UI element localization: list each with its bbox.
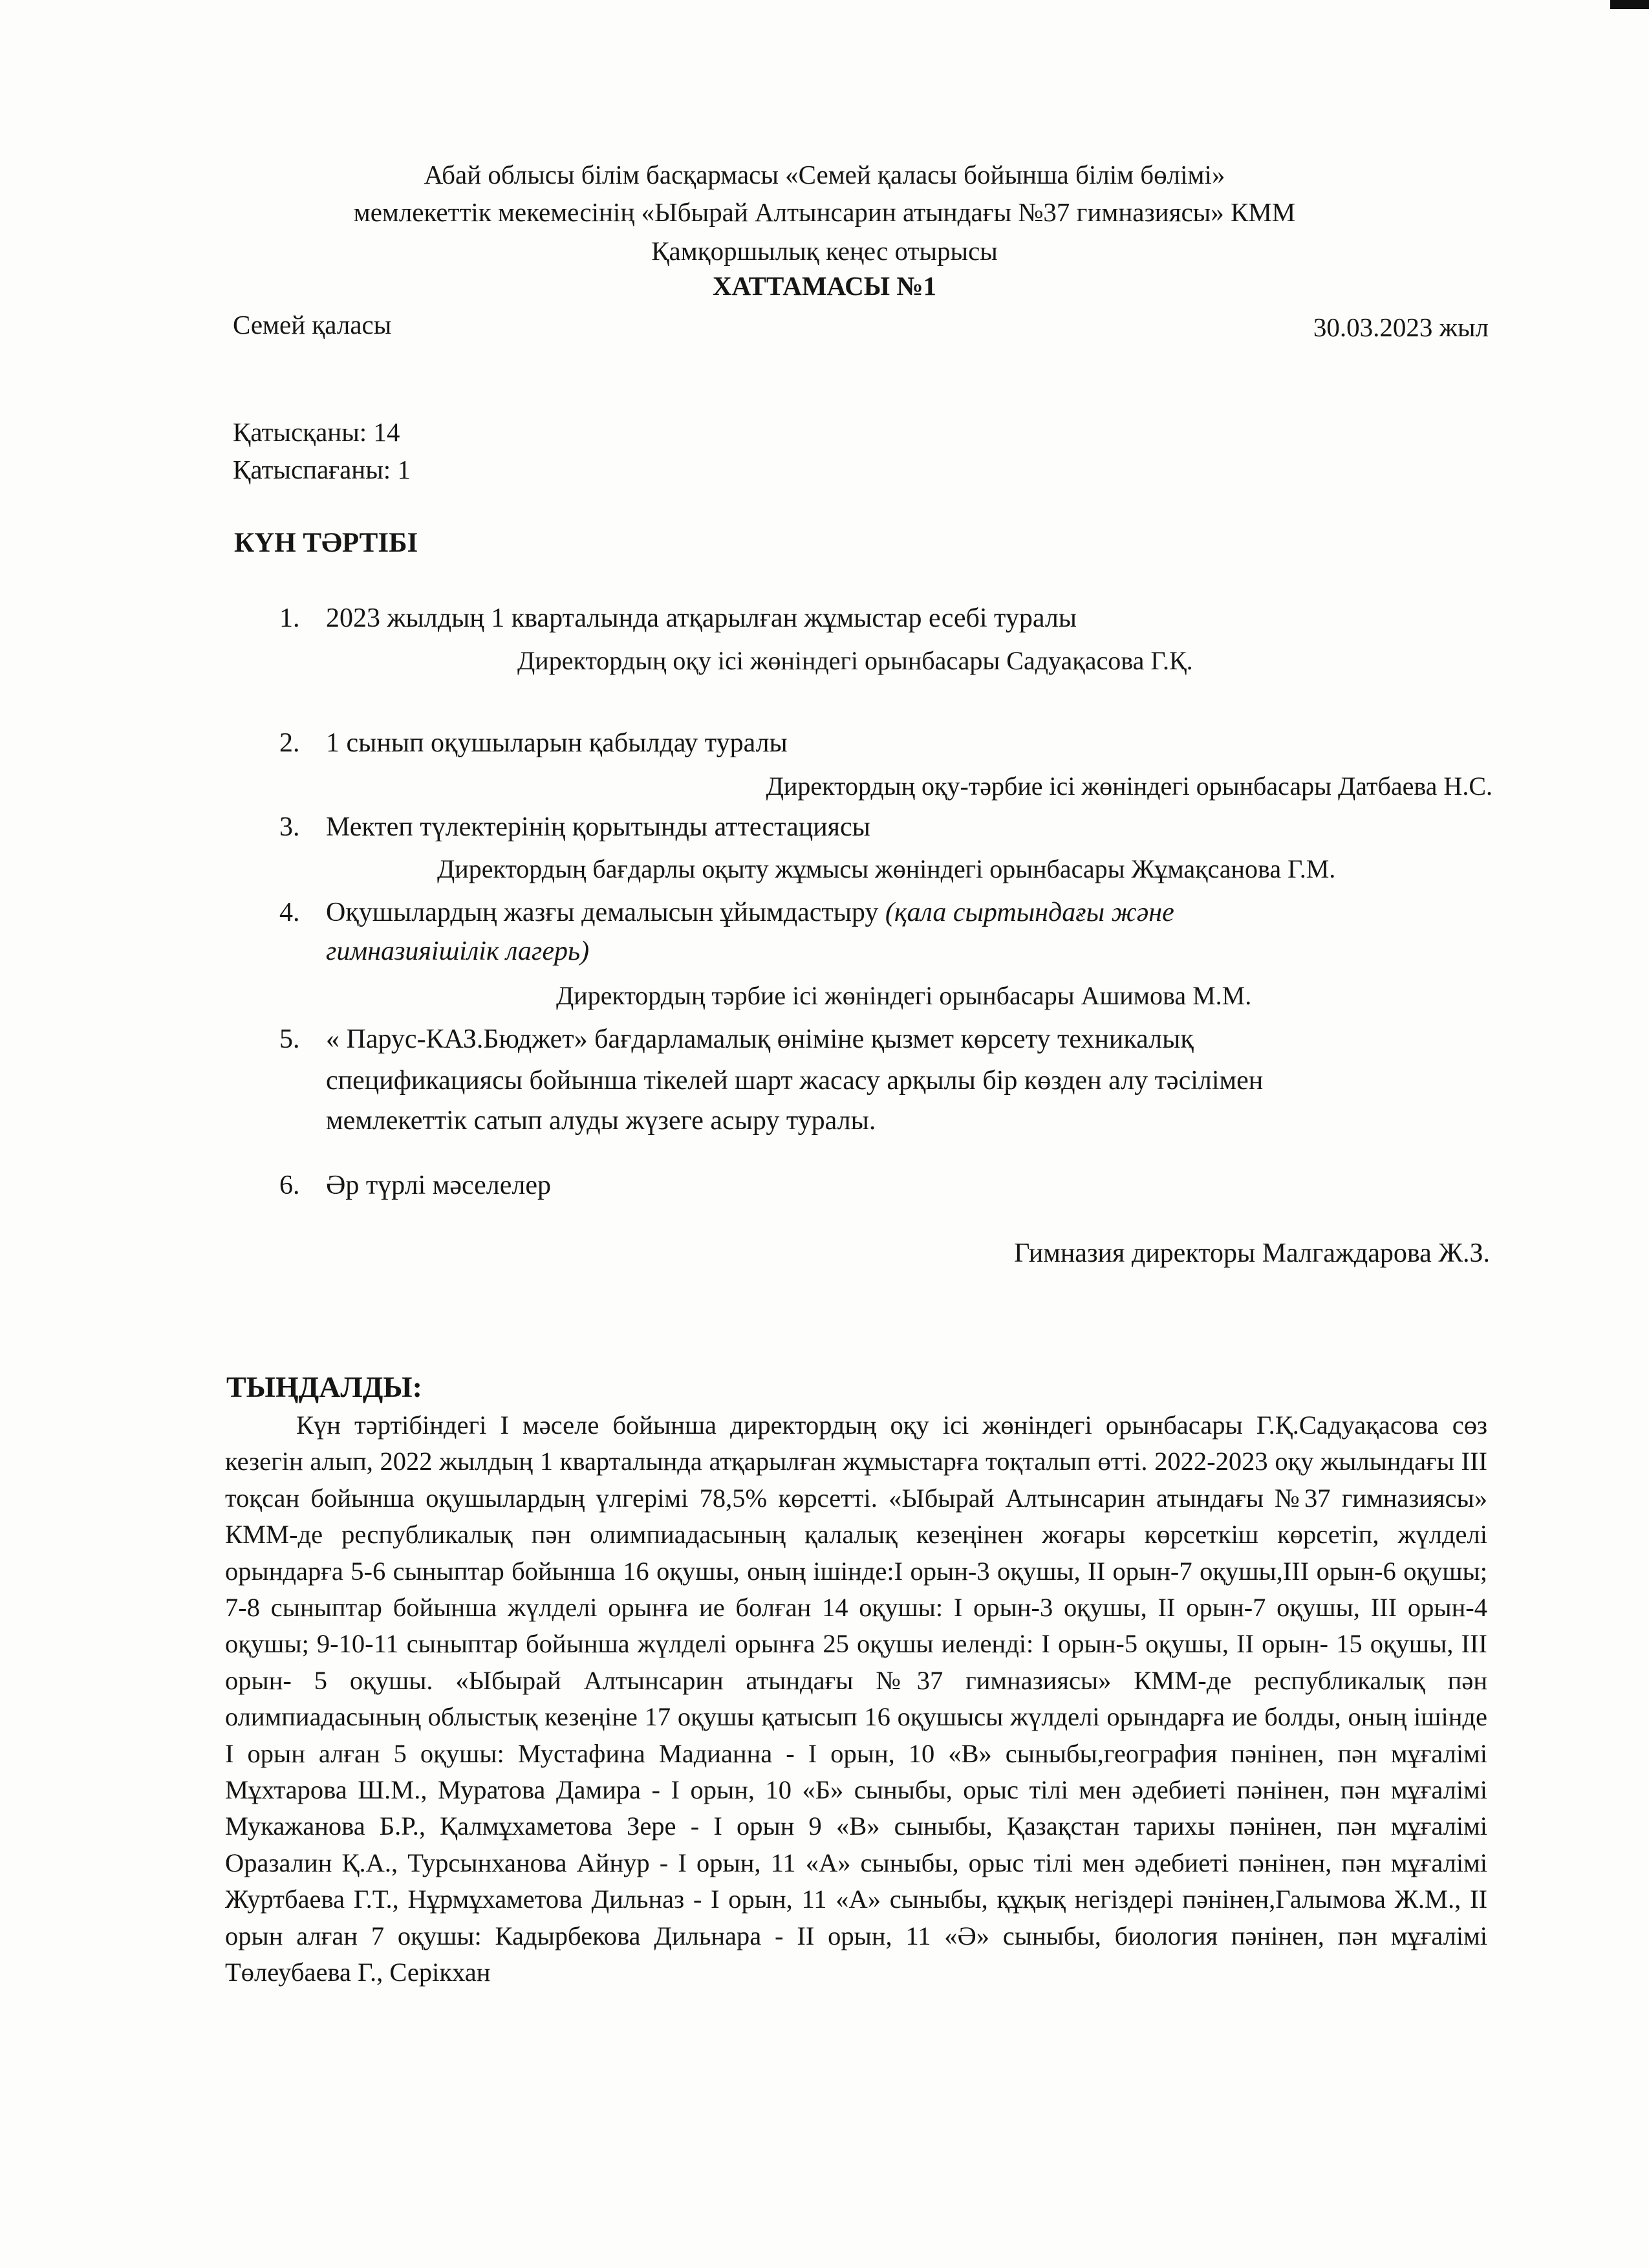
agenda-item-5 — [279, 1019, 1508, 1059]
agenda-item-2-responsible: Директордың оқу-тәрбие ісі жөніндегі орынбасары Датбаева Н.С. — [766, 772, 1493, 801]
city: Семей қаласы — [233, 310, 392, 340]
agenda-item-number: 4. — [279, 898, 300, 927]
agenda-item-1 — [279, 598, 1508, 638]
agenda-item-text: Оқушылардың жазғы демалысын ұйымдастыру — [326, 898, 879, 927]
agenda-item-number: 3. — [279, 812, 300, 842]
document-title: ХАТТАМАСЫ №1 — [713, 271, 936, 301]
agenda-item-4 — [279, 892, 1508, 933]
header-line-2: мемлекеттік мекемесінің «Ыбырай Алтынсарин атындағы №37 гимназиясы» КММ — [353, 197, 1296, 227]
agenda-item-number: 6. — [279, 1171, 300, 1200]
scan-corner-mark — [1610, 0, 1649, 9]
agenda-item-text: Әр түрлі мәселелер — [326, 1171, 551, 1200]
listened-paragraph: Күн тәртібіндегі I мәселе бойынша директордың оқу ісі жөніндегі орынбасары Г.Қ.Садуақасова сөз кезегін алып, 2022 жылдың 1 кварталында атқарылған жұмыстарға тоқталып өтті. 2022-2023 оқу жылындағы III тоқсан бойынша оқушылардың үлгерімі 78,5% көрсетті. «Ыбырай Алтынсарин атындағы №37 гимназиясы» КММ-де республикалық пән олимпиадасының қалалық кезеңінен жоғары көрсеткіш көрсетіп, жүлделі орындарға 5-6 сыныптар бойынша 16 оқушы, оның ішінде:І орын-3 оқушы, ІІ орын-7 оқушы,ІІІ орын-6 оқушы; 7-8 сыныптар бойынша жүлделі орынға ие болған 14 оқушы: І орын-3 оқушы, ІІ орын-7 оқушы, ІІІ орын-4 оқушы; 9-10-11 сыныптар бойынша жүлделі орынға 25 оқушы иеленді: І орын-5 оқушы, ІІ орын- 15 оқушы, ІІІ орын- 5 оқушы. «Ыбырай Алтынсарин атындағы №37 гимназиясы» КММ-де республикалық пән олимпиадасының облыстық кезеңіне 17 оқушы қатысып 16 оқушысы жүлделі орындарға ие болды, оның ішінде І орын алған 5 оқушы: Мустафина Мадианна - І орын, 10 «В» сыныбы,география пәнінен, пән мұғалімі Мұхтарова Ш.М., Муратова Дамира - І орын, 10 «Б» сыныбы, орыс тілі мен әдебиеті пәнінен, пән мұғалімі Мукажанова Б.Р., Қалмұхаметова Зере - І орын 9 «В» сыныбы, Қазақстан тарихы пәнінен, пән мұғалімі Оразалин Қ.А., Турсынханова Айнур - І орын, 11 «А» сыныбы, орыс тілі мен әдебиеті пәнінен, пән мұғалімі Журтбаева Г.Т., Нұрмұхаметова Дильназ - І орын, 11 «А» сыныбы, құқық негіздері пәнінен,Галымова Ж.М., ІІ орын алған 7 оқушы: Кадырбекова Дильнара - ІІ орын, 11 «Ә» сыныбы, биология пәнінен, пән мұғалімі Төлеубаева Г., Серікхан — [225, 1410, 1487, 1987]
agenda-item-4-responsible: Директордың тәрбие ісі жөніндегі орынбасары Ашимова М.М. — [556, 981, 1252, 1010]
agenda-item-number: 1. — [279, 603, 300, 633]
agenda-item-1-responsible: Директордың оқу ісі жөніндегі орынбасары Садуақасова Г.Қ. — [517, 646, 1193, 675]
agenda-item-4-line-2: гимназияішілік лагерь) — [326, 936, 590, 966]
agenda-item-3 — [279, 807, 1508, 847]
date: 30.03.2023 жыл — [1313, 312, 1489, 342]
agenda-item-text: 2023 жылдың 1 кварталында атқарылған жұмыстар есебі туралы — [326, 603, 1077, 633]
agenda-item-text: « Парус-КАЗ.Бюджет» бағдарламалық өніміне қызмет көрсету техникалық — [326, 1024, 1194, 1054]
header-line-1: Абай облысы білім басқармасы «Семей қаласы бойынша білім бөлімі» — [424, 160, 1225, 189]
agenda-item-6 — [279, 1165, 1508, 1205]
agenda-item-5-line-3: мемлекеттік сатып алуды жүзеге асыру туралы. — [326, 1106, 876, 1136]
agenda-item-text: 1 сынып оқушыларын қабылдау туралы — [326, 728, 788, 758]
agenda-item-2 — [279, 723, 1508, 763]
attendance-absent: Қатыспағаны: 1 — [233, 455, 411, 484]
header-line-3: Қамқоршылық кеңес отырысы — [651, 236, 998, 266]
agenda-item-text-italic: (қала сыртындағы және — [885, 898, 1174, 927]
agenda-item-number: 2. — [279, 728, 300, 758]
attendance-present: Қатысқаны: 14 — [233, 417, 400, 447]
director-signature-line: Гимназия директоры Малгаждарова Ж.З. — [1014, 1238, 1490, 1268]
listened-heading: ТЫҢДАЛДЫ: — [226, 1370, 422, 1403]
agenda-item-3-responsible: Директордың бағдарлы оқыту жұмысы жөніндегі орынбасары Жұмақсанова Г.М. — [437, 854, 1336, 883]
agenda-item-5-line-2: спецификациясы бойынша тікелей шарт жасасу арқылы бір көзден алу тәсілімен — [326, 1066, 1264, 1096]
agenda-heading: КҮН ТӘРТІБІ — [234, 528, 418, 558]
agenda-item-number: 5. — [279, 1024, 300, 1054]
agenda-item-text: Мектеп түлектерінің қорытынды аттестациясы — [326, 812, 870, 842]
